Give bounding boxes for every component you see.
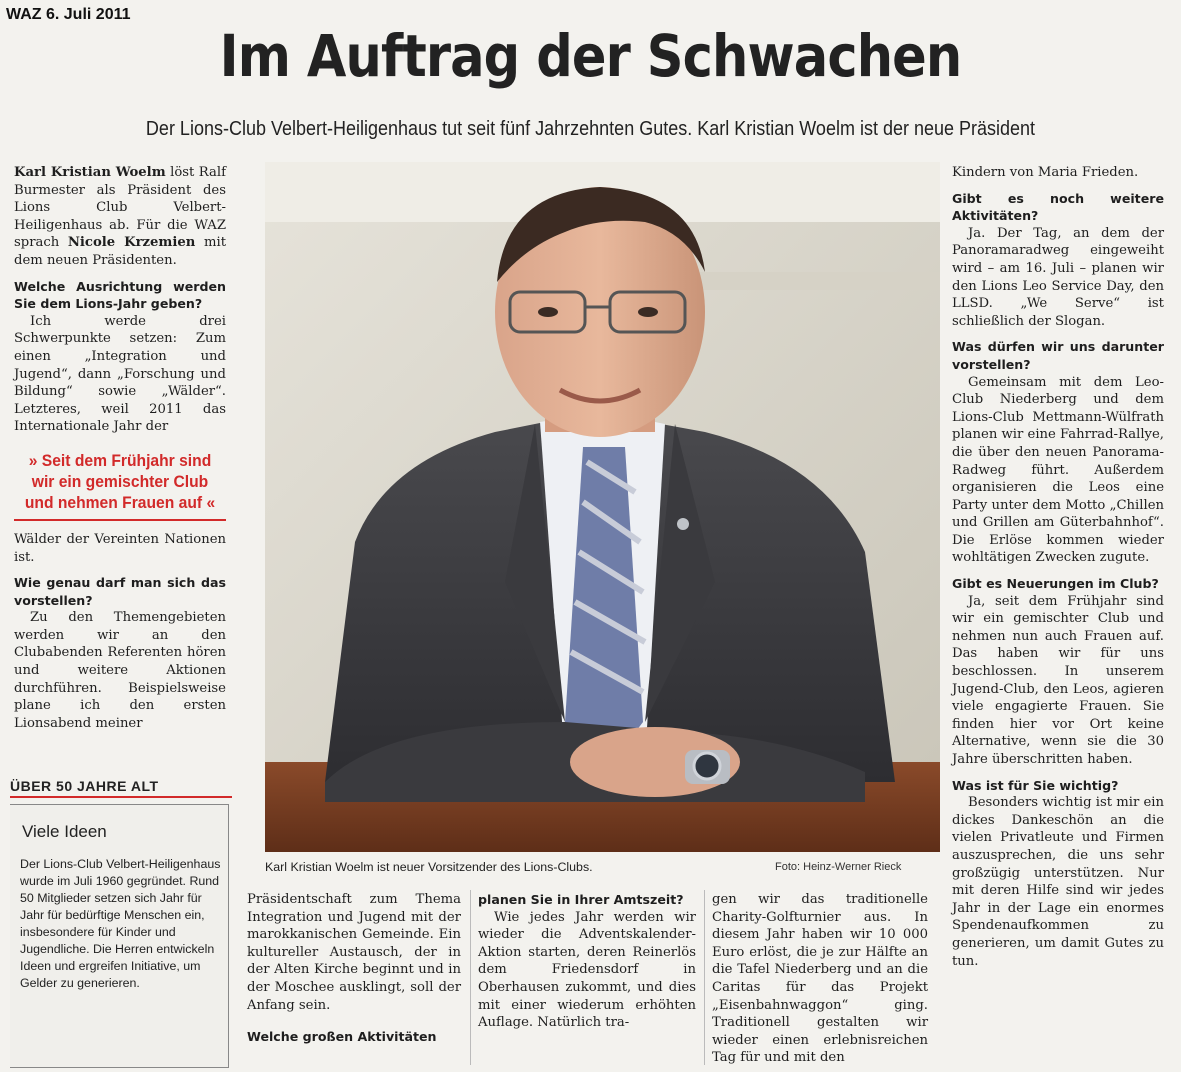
intro-end: mit dem neuen Präsidenten.	[14, 235, 226, 268]
box-rule	[10, 796, 232, 798]
source-label: WAZ 6. Juli 2011	[6, 6, 131, 23]
column-3-question: planen Sie in Ihrer Amtszeit?	[478, 892, 684, 907]
intro-text: löst Ralf Burmester als Präsident des Lions Club Velbert-Heiligenhaus ab. Für die WAZ sprach	[14, 165, 226, 251]
answer-2: Zu den Themengebieten werden wir an den Clubabenden Referenten hören und weitere Aktionen durchführen. Beispielsweise plane ich den ersten Lionsabend meiner	[14, 610, 226, 731]
column-5-question-3: Gibt es Neuerungen im Club?	[952, 576, 1159, 592]
column-3	[478, 891, 696, 1032]
intro-name: Karl Kristian Woelm	[14, 165, 166, 180]
column-5-question-1: Gibt es noch weitere Aktivitäten?	[952, 190, 1164, 224]
box-title: Viele Ideen	[22, 822, 107, 841]
column-5-question-4: Was ist für Sie wichtig?	[952, 777, 1119, 793]
pull-quote-rule	[14, 519, 226, 521]
column-3-text: Wie jedes Jahr werden wir wieder die Adventskalender-Aktion starten, deren Reinerlös dem Friedensdorf in Oberhausen zukommt, und dies mit einer wiederum erhöhten Auflage. Natürlich tra-	[478, 909, 696, 1031]
column-2	[247, 891, 461, 1046]
column-2-text: Präsidentschaft zum Thema Integration und Jugend mit der marokkanischen Gemeinde. Ein kultureller Austausch, der in der Alten Kirche beginnt und in der Moschee ausklingt, soll der Anfang sein.	[247, 892, 461, 1013]
column-divider	[704, 890, 705, 1065]
column-2-question: Welche großen Aktivitäten	[247, 1029, 437, 1045]
subheadline: Der Lions-Club Velbert-Heiligenhaus tut seit fünf Jahrzehnten Gutes. Karl Kristian Woelm ist der neue Präsident	[145, 118, 1036, 140]
question-1: Welche Ausrichtung werden Sie dem Lions-Jahr geben?	[14, 278, 226, 312]
box-text: Der Lions-Club Velbert-Heiligenhaus wurde im Juli 1960 gegründet. Rund 50 Mitglieder setzen sich Jahr für Jahr für bedürftige Menschen ein, insbesondere für Kinder und Jugendliche. Die Herren entwickeln Ideen und ergreifen Initiative, um Gelder zu generieren.	[20, 857, 221, 990]
column-5-answer-3: Ja, seit dem Frühjahr sind wir ein gemischter Club und nehmen nun auch Frauen auf. Das haben wir für uns beschlossen. In unserem Jugend-Club, den Leos, agieren viele engagierte Frauen. Sie finden hier vor Ort keine Alternative, wenn sie die 30 Jahre überschritten haben.	[952, 593, 1164, 767]
column-5-question-2: Was dürfen wir uns darunter vorstellen?	[952, 339, 1164, 372]
answer-1-continued: Wälder der Vereinten Nationen ist.	[14, 531, 226, 565]
headline: Im Auftrag der Schwachen	[219, 22, 962, 90]
photo-caption: Karl Kristian Woelm ist neuer Vorsitzender des Lions-Clubs.	[265, 860, 593, 874]
column-5-answer-4: Besonders wichtig ist mir ein dickes Dankeschön an die vielen Privatleute und Firmen auszusprechen, die uns sehr großzügig unterstützen. Nur mit deren Hilfe sind wir jedes Jahr in der Lage ein enormes Spendenaufkommen zu generieren, um damit Gutes zu tun.	[952, 795, 1164, 969]
portrait-illustration	[265, 162, 940, 852]
portrait-photo	[265, 162, 940, 852]
column-4-text: gen wir das traditionelle Charity-Golfturnier aus. In diesem Jahr haben wir 10 000 Euro erlöst, die je zur Hälfte an die Tafel Niederberg und an die Caritas für das Projekt „Eisenbahnwaggon“ ging. Traditionell gestalten wir wieder einen erlebnisreichen Tag für und mit den	[712, 892, 928, 1066]
box-header: ÜBER 50 JAHRE ALT	[10, 778, 159, 794]
interviewer-name: Nicole Krzemien	[67, 235, 196, 251]
column-1	[14, 164, 226, 732]
column-5-answer-2: Gemeinsam mit dem Leo-Club Niederberg und dem Lions-Club Mettmann-Wülfrath planen wir eine Fahrrad-Rallye, die über den neuen Panorama-Radweg führt. Außerdem organisieren die Leos eine Party unter dem Motto „Chillen und Grillen am Güterbahnhof“. Die Erlöse kommen wieder wohltätigen Zwecken zugute.	[952, 374, 1164, 566]
column-5-lead: Kindern von Maria Frieden.	[952, 165, 1139, 180]
pull-quote: » Seit dem Frühjahr sind wir ein gemischter Club und nehmen Frauen auf «	[24, 450, 216, 512]
question-2: Wie genau darf man sich das vorstellen?	[14, 575, 226, 608]
column-5-answer-1: Ja. Der Tag, an dem der Panoramaradweg eingeweiht wird – am 16. Juli – planen wir den Lions Leo Service Day, den LLSD. „We Serve“ ist schließlich der Slogan.	[952, 225, 1164, 329]
answer-1: Ich werde drei Schwerpunkte setzen: Zum einen „Integration und Jugend“, dann „Forschung und Bildung“ sowie „Wälder“. Letzteres, weil 2011 das Internationale Jahr der	[14, 313, 226, 435]
column-4	[712, 891, 928, 1067]
photo-credit: Foto: Heinz-Werner Rieck	[775, 861, 902, 873]
column-divider	[470, 890, 471, 1065]
column-5	[952, 164, 1164, 970]
